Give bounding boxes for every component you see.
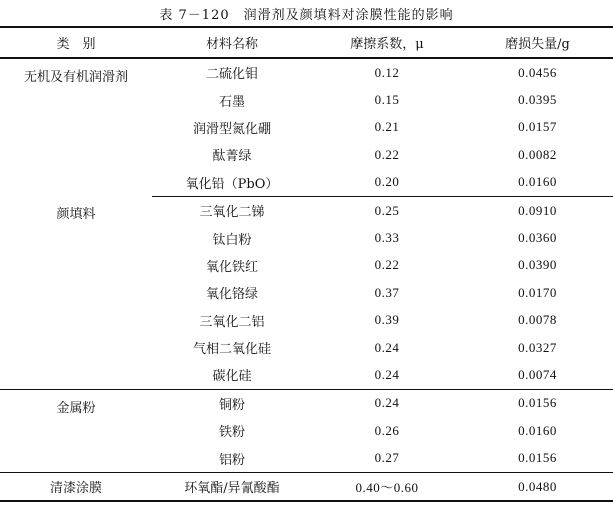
friction-cell: 0.15 xyxy=(374,92,400,108)
material-cell: 氧化铁红 xyxy=(205,259,258,275)
wear-cell: 0.0480 xyxy=(462,472,613,501)
friction-cell: 0.39 xyxy=(374,312,400,328)
wear-cell: 0.0456 xyxy=(518,64,557,80)
wear-cell: 0.0390 xyxy=(518,257,557,273)
material-cell: 润滑型氮化硼 xyxy=(192,121,271,137)
friction-cell: 0.24 xyxy=(374,395,400,411)
wear-cell: 0.0360 xyxy=(518,230,557,246)
header-wear: 磨损失量/g xyxy=(462,27,613,58)
friction-cell: 0.37 xyxy=(374,284,400,300)
material-cell: 酞菁绿 xyxy=(212,149,252,165)
material-cell: 三氧化二锑 xyxy=(199,205,265,221)
material-cell: 环氧酯/异氰酸酯 xyxy=(152,472,312,501)
table-title: 表 7－120 润滑剂及颜填料对涂膜性能的影响 xyxy=(159,8,454,23)
category-cell: 金属粉 xyxy=(0,389,152,472)
category-cell: 清漆涂膜 xyxy=(0,472,152,501)
friction-cell: 0.24 xyxy=(312,361,462,389)
material-cell: 氧化铅（PbO） xyxy=(152,169,312,197)
table-row xyxy=(0,472,613,501)
wear-cell: 0.0327 xyxy=(518,339,557,355)
table-body xyxy=(0,58,613,501)
wear-cell: 0.0082 xyxy=(518,146,557,162)
material-cell: 铜粉 xyxy=(218,397,245,413)
friction-cell: 0.20 xyxy=(312,169,462,197)
wear-cell: 0.0156 xyxy=(462,444,613,472)
wear-cell: 0.0160 xyxy=(518,422,557,438)
friction-cell: 0.22 xyxy=(374,257,400,273)
table-row xyxy=(0,196,613,224)
category-cell: 颜填料 xyxy=(0,196,152,389)
table-row xyxy=(0,58,613,86)
friction-cell: 0.22 xyxy=(374,146,400,162)
wear-cell: 0.0910 xyxy=(518,202,557,218)
wear-cell: 0.0395 xyxy=(518,92,557,108)
wear-cell: 0.0078 xyxy=(518,312,557,328)
wear-cell: 0.0157 xyxy=(518,119,557,135)
friction-cell: 0.33 xyxy=(374,230,400,246)
material-cell: 二硫化钼 xyxy=(205,67,258,83)
friction-cell: 0.21 xyxy=(374,119,400,135)
header-row xyxy=(0,27,613,58)
data-table xyxy=(0,26,613,502)
table-header xyxy=(0,27,613,58)
wear-cell: 0.0160 xyxy=(462,169,613,197)
material-cell: 铝粉 xyxy=(152,444,312,472)
material-cell: 石墨 xyxy=(218,94,245,110)
header-category: 类 别 xyxy=(0,27,152,58)
wear-cell: 0.0156 xyxy=(518,395,557,411)
wear-cell: 0.0074 xyxy=(462,361,613,389)
wear-cell: 0.0170 xyxy=(518,284,557,300)
header-material: 材料名称 xyxy=(152,27,312,58)
friction-cell: 0.40～0.60 xyxy=(312,472,462,501)
category-cell: 无机及有机润滑剂 xyxy=(23,70,128,85)
material-cell: 氧化铬绿 xyxy=(205,287,258,303)
material-cell: 碳化硅 xyxy=(152,361,312,389)
friction-cell: 0.24 xyxy=(374,339,400,355)
table-row xyxy=(0,389,613,417)
friction-cell: 0.12 xyxy=(374,64,400,80)
material-cell: 气相二氧化硅 xyxy=(192,342,271,358)
header-friction: 摩擦系数，μ xyxy=(312,27,462,58)
material-cell: 铁粉 xyxy=(218,425,245,441)
friction-cell: 0.25 xyxy=(374,202,400,218)
material-cell: 三氧化二铝 xyxy=(199,314,265,330)
material-cell: 钛白粉 xyxy=(212,232,252,248)
friction-cell: 0.26 xyxy=(374,422,400,438)
friction-cell: 0.27 xyxy=(312,444,462,472)
